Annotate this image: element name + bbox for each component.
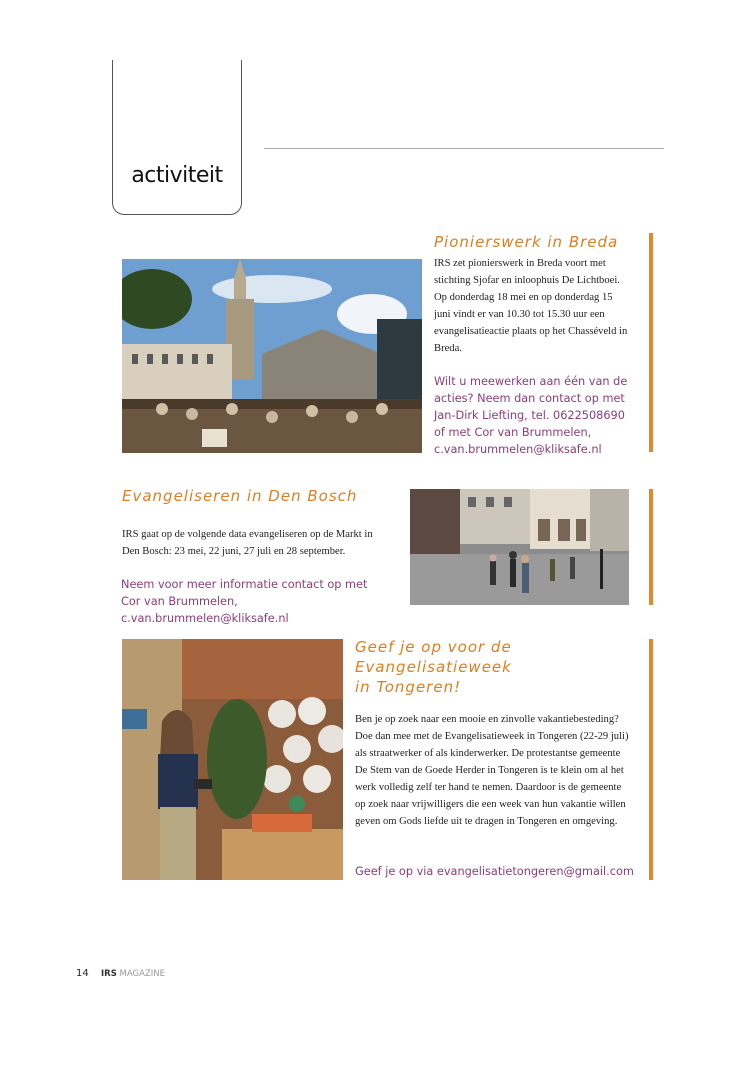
page-number: 14 <box>76 968 89 979</box>
breda-accent-bar <box>649 233 653 452</box>
bosch-body: IRS gaat op de volgende data evangeliseren op de Markt in Den Bosch: 23 mei, 22 juni, 27 juli en 28 september. <box>122 529 373 557</box>
tongeren-title-1: Geef je op voor de <box>355 638 512 656</box>
bosch-contact-2: Cor van Brummelen, c.van.brummelen@kliksafe.nl <box>121 595 289 625</box>
tongeren-title-2: Evangelisatieweek <box>355 658 512 676</box>
section-tab-label: activiteit <box>131 163 223 188</box>
bosch-market-photo <box>410 489 629 605</box>
breda-contact: Wilt u meewerken aan één van de acties? Neem dan contact op met Jan-Dirk Liefting, tel. 0622508690 of met Cor van Brummelen, c.van.brummelen@kliksafe.nl <box>434 375 628 456</box>
tongeren-body: Ben je op zoek naar een mooie en zinvolle vakantiebesteding? Doe dan mee met de Evangelisatieweek in Tongeren (22-29 juli) als straatwerker of als kinderwerker. De protestantse gemeente De Stem van de Goede Herder in Tongeren is te klein om al het werk volledig zelf ter hand te nemen. Daardoor is de gemeente op zoek naar vrijwilligers die een week van hun vakantie willen geven om Gods liefde uit te dragen in Tongeren en omgeving. <box>355 714 629 827</box>
bosch-accent-bar <box>649 489 653 605</box>
bosch-title: Evangeliseren in Den Bosch <box>122 487 358 505</box>
bosch-contact-1: Neem voor meer informatie contact op met <box>121 578 368 591</box>
section-tab <box>112 60 242 215</box>
footer-brand-bold: IRS <box>101 969 117 979</box>
footer-brand-light: MAGAZINE <box>119 969 166 979</box>
tongeren-speaker-photo <box>122 639 343 880</box>
footer-brand <box>101 969 165 979</box>
tongeren-contact: Geef je op via evangelisatietongeren@gmail.com <box>355 865 634 878</box>
tongeren-title-3: in Tongeren! <box>355 678 462 696</box>
breda-body: IRS zet pionierswerk in Breda voort met stichting Sjofar en inloophuis De Lichtboei. Op donderdag 18 mei en op donderdag 15 juni vindt er van 10.30 tot 15.30 uur een evangelisatieactie plaats op het Chasséveld in Breda. <box>434 258 628 354</box>
tongeren-accent-bar <box>649 639 653 880</box>
header-rule <box>264 148 664 149</box>
breda-square-photo <box>122 259 422 453</box>
breda-title: Pionierswerk in Breda <box>434 233 619 251</box>
